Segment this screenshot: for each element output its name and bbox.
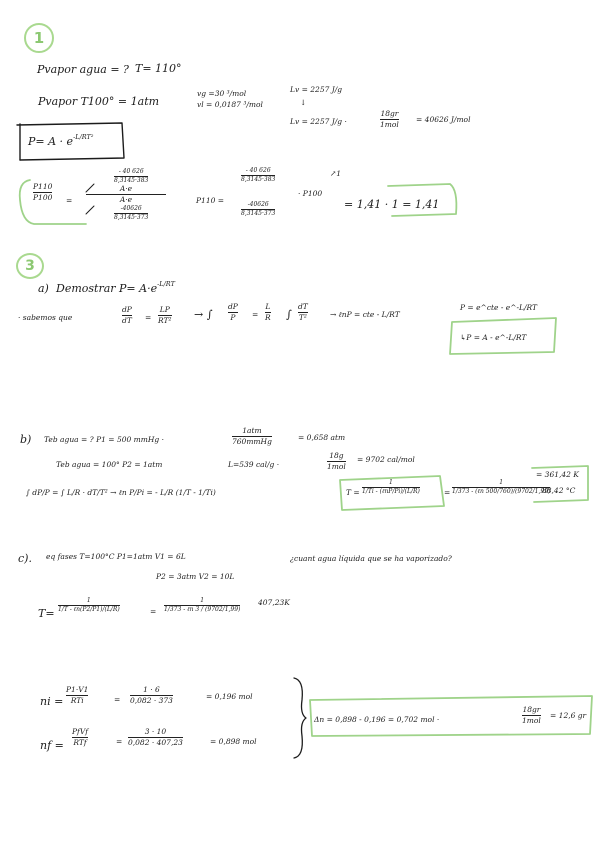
p3c-ni-frac2: 1 · 6 0,082 · 373	[130, 685, 173, 705]
p1-boxed-formula: $P= A \cdot e^{-L/RT^2}$	[28, 133, 94, 148]
p3a-eq: =	[145, 313, 152, 322]
p1-formula-box	[17, 123, 124, 160]
p3c-delta: Δn = 0,898 - 0,196 = 0,702 mol ·	[314, 715, 440, 724]
p1-ratio-a: A·e A·e	[86, 185, 166, 204]
p3b-mid-eq: =	[444, 488, 451, 497]
p3a-int2: ∫	[286, 308, 292, 321]
p1-lv-conversion: Lv = 2257 J/g ·	[290, 117, 347, 126]
p3a-dpdt: dP dT	[122, 305, 132, 325]
p1-ratio-lhs: P110 P100	[33, 182, 53, 202]
p1-ratio-highlight	[20, 180, 86, 224]
p1-p110-exponent-den: -40626 8,3145·373	[241, 201, 276, 218]
p3b-boxed-T: T =	[346, 488, 360, 497]
p3c-ni-lhs: ni =	[40, 695, 64, 708]
p1-ratio-exponent-den: -40626 8,3145·373	[114, 205, 149, 222]
p3b-integral: ∫ dP/P = ∫ L/R · dT/T² → ℓn P/Pi = - L/R (1/T - 1/Ti)	[26, 488, 216, 497]
p1-cancel-a-top	[86, 184, 94, 192]
p3a-boxed: ↳P = A - e^-L/RT	[460, 333, 527, 342]
p3c-delta-highlight	[310, 696, 592, 736]
p3b-result-c: 88,42 °C	[542, 486, 576, 495]
p1-p110-label: P110 =	[196, 196, 225, 205]
p1-p100-factor: · P100	[298, 189, 323, 198]
p3c-ni-eq: =	[114, 695, 121, 704]
p1-result: = 1,41 · 1 = 1,41	[344, 198, 440, 211]
p3c-nf-res: = 0,898 mol	[210, 737, 257, 746]
p3c-delta-res: = 12,6 gr	[550, 711, 587, 720]
p3a-sabemos: · sabemos que	[18, 313, 73, 322]
p3c-brace	[294, 678, 306, 758]
p3b-line2-res: = 9702 cal/mol	[357, 455, 415, 464]
p3b-mid-frac: 1 1/373 - (ℓn 500/760)/(9702/1,99)	[452, 479, 551, 496]
p3c-nf-eq: =	[116, 737, 123, 746]
p3a-result-highlight	[450, 318, 556, 354]
p3c-ni-frac: P1·V1 RTi	[66, 685, 89, 705]
p3a-lp-rt2: LP RT²	[158, 305, 172, 325]
p1-known-pressure: Pvapor T100° = 1atm	[38, 95, 160, 108]
p1-lv-result: = 40626 J/mol	[416, 115, 471, 124]
p3c-question: ¿cuant agua líquida que se ha vaporizado?	[290, 554, 452, 563]
p3a-final: P = e^cte - e^-L/RT	[460, 303, 538, 312]
p1-lv-given: Lv = 2257 J/g	[290, 85, 343, 94]
p3a-int-dt: dT T²	[298, 302, 308, 322]
p3c-T-lhs: T=	[38, 607, 55, 620]
p3b-line1-lhs: Teb agua = ? P1 = 500 mmHg ·	[44, 435, 164, 444]
p3c-line2: P2 = 3atm V2 = 10L	[156, 572, 235, 581]
p3b-line2-frac: 18g 1mol	[327, 451, 346, 471]
p3b-line2-lhs: Teb agua = 100° P2 = 1atm	[56, 460, 163, 469]
p3a-label: a)	[38, 282, 49, 295]
p1-annotation: ↗1	[330, 169, 342, 178]
p1-vl: vl = 0,0187 ³/mol	[197, 100, 263, 109]
p3c-delta-frac: 18gr 1mol	[522, 705, 541, 725]
p3a-ln-line: → ℓnP = cte - L/RT	[330, 310, 400, 319]
p3c-nf-frac2: 3 · 10 0,082 · 407,23	[128, 727, 183, 747]
p3c-T-result: 407,23K	[258, 598, 290, 607]
problem-3-number: 3	[16, 253, 44, 279]
p3b-line2-l: L=539 cal/g ·	[228, 460, 280, 469]
p3c-T-frac: 1 1/T - ℓn(P2/P1)/(L/R)	[58, 597, 120, 614]
p3b-line1-frac: 1atm 760mmHg	[232, 426, 272, 446]
p3b-result-c-highlight	[532, 466, 588, 502]
p3a-int-dp: dP P	[228, 302, 238, 322]
p3c-line1: eq fases T=100°C P1=1atm V1 = 6L	[46, 552, 186, 561]
p1-ratio-eq: =	[66, 196, 73, 205]
p3c-ni-res: = 0,196 mol	[206, 692, 253, 701]
p1-unknown: Pvapor agua = ?	[37, 63, 129, 76]
p1-lv-arrow: ↓	[300, 98, 307, 107]
p1-ratio-exponent-num: - 40 626 8,3145·383	[114, 168, 149, 185]
p3b-result-highlight	[340, 476, 444, 510]
p3c-nf-lhs: nf =	[40, 739, 64, 752]
p3a-arrow-int1: → ∫	[194, 308, 213, 321]
p1-temperature: T= 110°	[135, 62, 182, 75]
p3a-title: Demostrar $P= A\cdot e^{-L/RT}$	[56, 280, 175, 295]
p3b-label: b)	[20, 433, 32, 446]
p1-vg: vg =30 ³/mol	[197, 89, 247, 98]
p3b-boxed-frac: 1 1/Ti - (ℓnP/Pi)/(L/R)	[362, 479, 420, 496]
p3a-int-lr: L R	[265, 302, 271, 322]
problem-1-number: 1	[24, 23, 54, 53]
p1-cancel-a-bot	[86, 206, 94, 214]
p3b-result-k: = 361,42 K	[536, 470, 579, 479]
p1-lv-fraction: 18gr 1mol	[380, 109, 399, 129]
p3c-T-mid: 1 1/373 - ℓn 3 / (9702/1,99)	[164, 597, 241, 614]
p3b-line1-res: = 0,658 atm	[298, 433, 346, 442]
p1-p110-exponent-num: - 40 626 8,3145·383	[241, 167, 276, 184]
p3c-T-eq: =	[150, 607, 157, 616]
p3a-int-eq: =	[252, 310, 259, 319]
p1-result-highlight	[388, 184, 456, 216]
p3c-nf-frac: PfVf RTf	[72, 727, 89, 747]
p3c-label: c).	[18, 552, 32, 565]
